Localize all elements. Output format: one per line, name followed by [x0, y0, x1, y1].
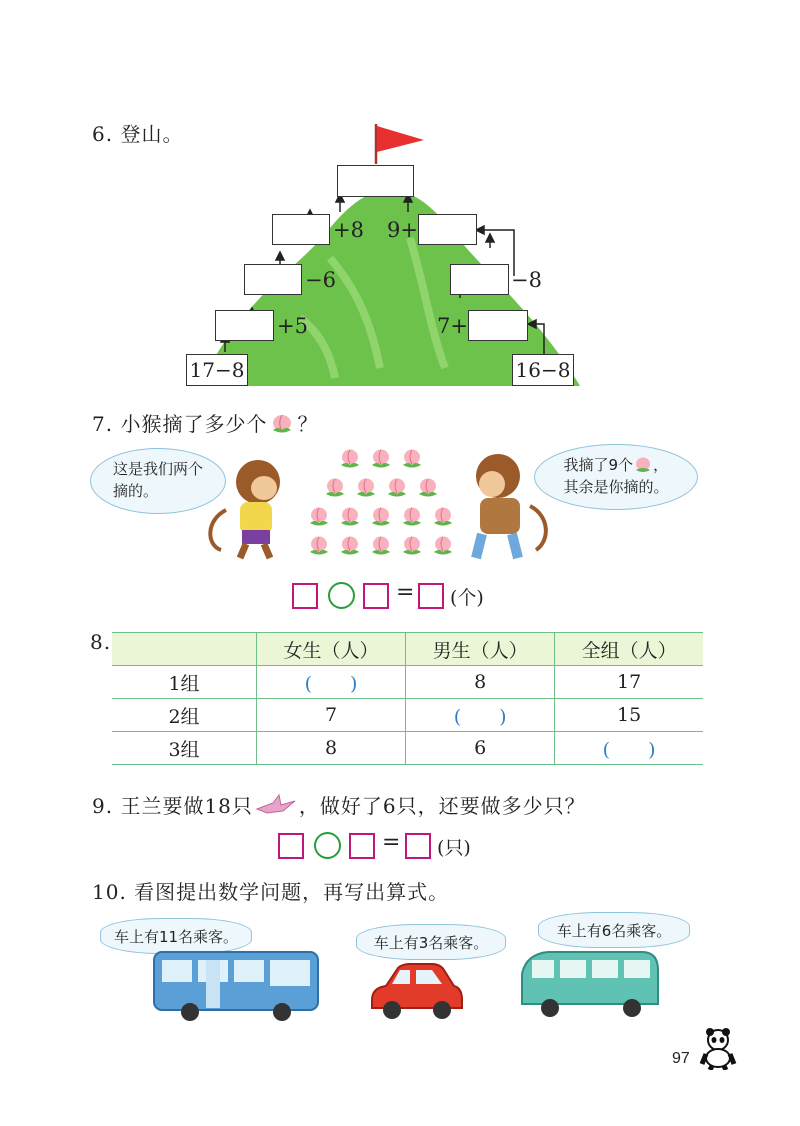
bubble-right-number: 9	[608, 456, 619, 475]
op-right-top: 9+	[387, 218, 418, 242]
peach-icon	[633, 455, 653, 473]
peach-icon	[339, 535, 361, 557]
flag-icon	[377, 126, 424, 152]
table-header-row	[112, 633, 703, 666]
peach-icon	[401, 448, 423, 470]
bubble-left-line2: 摘的。	[112, 482, 158, 500]
peach-icon	[370, 448, 392, 470]
peach-pile	[296, 448, 466, 568]
peach-icon	[370, 506, 392, 528]
van-icon	[518, 944, 664, 1022]
peach-icon	[432, 506, 454, 528]
bubble-left-line1: 这是我们两个	[112, 460, 203, 479]
table-row	[112, 666, 703, 699]
op-left-top: +8	[333, 218, 364, 242]
answer-square-1[interactable]	[292, 583, 318, 609]
header-cell: 女生（人）	[257, 633, 406, 666]
answer-box-right-3[interactable]	[450, 264, 509, 295]
peach-icon	[401, 506, 423, 528]
bubble-right-line1: 我摘了	[563, 456, 609, 475]
table-cell: 6	[406, 732, 555, 765]
mountain-illustration	[180, 118, 600, 390]
q9-title-prefix: 9. 王兰要做18只	[92, 794, 253, 818]
table-cell: 8	[257, 732, 406, 765]
paper-crane-icon	[255, 793, 297, 817]
peach-icon	[355, 477, 377, 499]
answer-box-left-4[interactable]	[272, 214, 330, 245]
peach-icon	[370, 535, 392, 557]
equals-sign: =	[382, 830, 401, 855]
answer-square-result[interactable]	[418, 583, 444, 609]
op-left-low: +5	[277, 314, 308, 338]
answer-box-right-2[interactable]	[468, 310, 528, 341]
operator-circle[interactable]	[328, 582, 355, 609]
q7-title	[92, 408, 318, 437]
panda-icon	[698, 1026, 738, 1070]
answer-square-result[interactable]	[405, 833, 431, 859]
group-table	[112, 632, 703, 765]
table-cell: 3组	[112, 732, 257, 765]
q9-title-suffix: ，做好了6只，还要做多少只？	[298, 794, 586, 818]
start-box-left: 17−8	[186, 354, 248, 386]
table-cell: 2组	[112, 699, 257, 732]
peach-icon	[417, 477, 439, 499]
answer-blank[interactable]: ( )	[257, 666, 406, 699]
bubble-van: 车上有6名乘客。	[538, 912, 690, 948]
operator-circle[interactable]	[314, 832, 341, 859]
bubble-right-unit: 个	[618, 456, 634, 475]
q10-title: 10. 看图提出数学问题，再写出算式。	[92, 880, 450, 904]
q8-title: 8.	[90, 630, 112, 654]
bus-icon	[150, 938, 322, 1022]
unit-label: (只)	[437, 837, 471, 859]
bubble-car: 车上有3名乘客。	[356, 924, 506, 960]
op-right-low: 7+	[437, 314, 468, 338]
monkey-right-illustration	[452, 446, 552, 564]
start-box-right: 16−8	[512, 354, 574, 386]
page-number: 97	[672, 1050, 690, 1067]
answer-box-left-2[interactable]	[215, 310, 274, 341]
equals-sign: =	[396, 580, 415, 605]
peach-icon	[308, 506, 330, 528]
q9-title	[92, 790, 586, 819]
peach-icon	[386, 477, 408, 499]
peach-icon	[308, 535, 330, 557]
table-cell: 1组	[112, 666, 257, 699]
peach-icon	[339, 448, 361, 470]
header-cell	[112, 633, 257, 666]
q7-title-suffix: ？	[297, 412, 319, 436]
answer-blank[interactable]: ( )	[555, 732, 703, 765]
peach-icon	[432, 535, 454, 557]
answer-box-left-3[interactable]	[244, 264, 302, 295]
unit-label: (个)	[450, 587, 484, 609]
answer-blank[interactable]: ( )	[406, 699, 555, 732]
op-right-mid: −8	[511, 268, 542, 292]
answer-square-2[interactable]	[363, 583, 389, 609]
table-cell: 15	[555, 699, 703, 732]
table-row	[112, 732, 703, 765]
q6-title: 6. 登山。	[92, 122, 184, 146]
peach-icon	[324, 477, 346, 499]
answer-square-2[interactable]	[349, 833, 375, 859]
q7-title-prefix: 7. 小猴摘了多少个	[92, 412, 268, 436]
bubble-bus: 车上有11名乘客。	[100, 918, 252, 954]
table-row	[112, 699, 703, 732]
car-icon	[366, 956, 466, 1022]
op-left-mid: −6	[305, 268, 336, 292]
peach-icon	[269, 412, 295, 434]
monkey-left-illustration	[206, 450, 296, 562]
table-cell: 7	[257, 699, 406, 732]
answer-box-summit[interactable]	[337, 165, 414, 197]
header-cell: 全组（人）	[555, 633, 703, 666]
answer-box-right-4[interactable]	[418, 214, 477, 245]
bubble-right-line2: 其余是你摘的。	[563, 478, 669, 496]
answer-square-1[interactable]	[278, 833, 304, 859]
table-cell: 17	[555, 666, 703, 699]
bubble-right: 我摘了9个 ， 其余是你摘的。	[534, 444, 698, 510]
header-cell: 男生（人）	[406, 633, 555, 666]
peach-icon	[339, 506, 361, 528]
peach-icon	[401, 535, 423, 557]
table-cell: 8	[406, 666, 555, 699]
